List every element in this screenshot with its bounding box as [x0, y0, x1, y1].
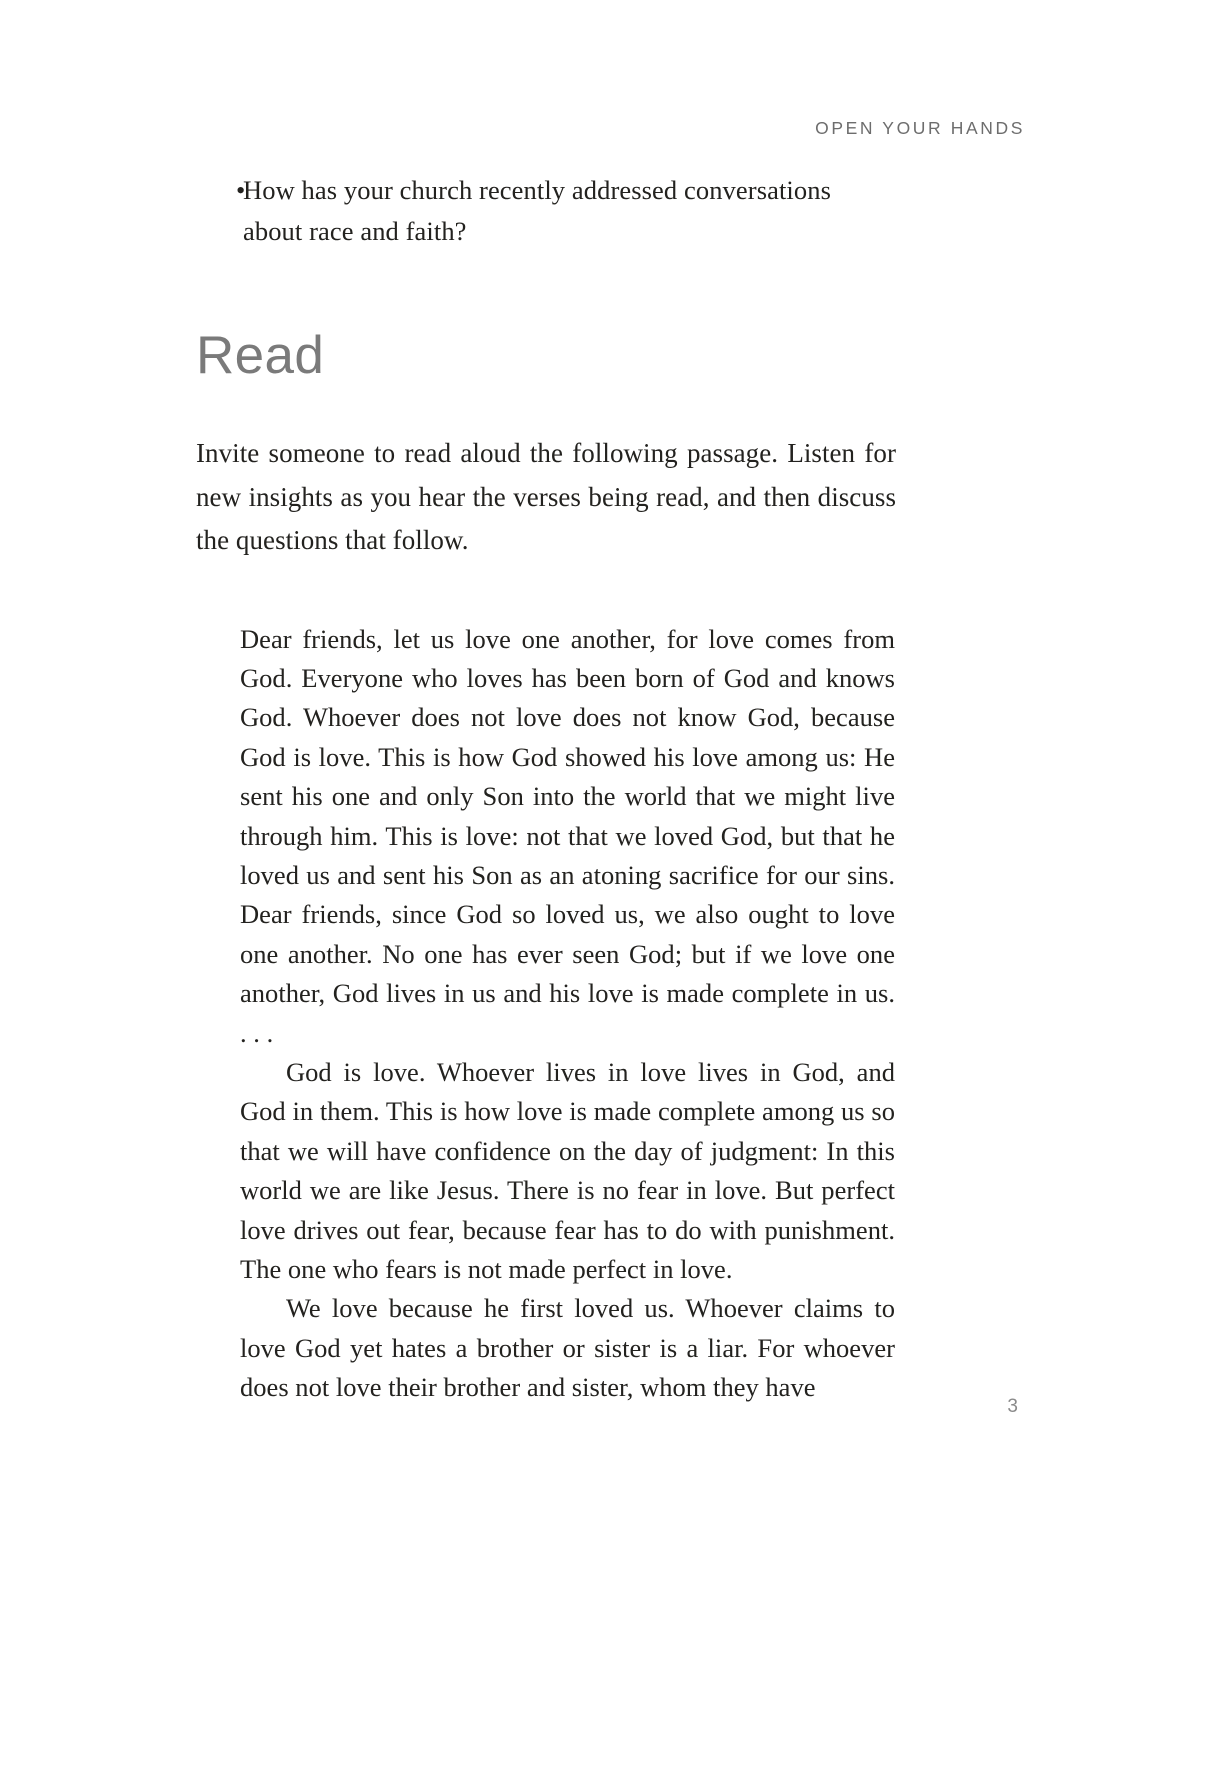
scripture-paragraph-1: Dear friends, let us love one another, for love comes from God. Everyone who loves has been born of God and knows God. Whoever does not love does not know God, because God is love. This is how God showed his love among us: He sent his one and only Son into the world that we might live through him. This is love: not that we loved God, but that he loved us and sent his Son as an atoning sacrifice for our sins. Dear friends, since God so loved us, we also ought to love one another. No one has ever seen God; but if we love one another, God lives in us and his love is made complete in us. . . . [240, 623, 895, 1048]
section-heading-read: Read [196, 326, 325, 385]
read-instructions: Invite someone to read aloud the following passage. Listen for new insights as you hear the verses being read, and then discuss the questions that follow. [196, 438, 896, 555]
question-text: How has your church recently addressed conversations about race and faith? [243, 175, 832, 246]
list-item [196, 170, 896, 252]
bullet-icon: • [236, 175, 246, 205]
scripture-paragraph-2: God is love. Whoever lives in love lives in God, and God in them. This is how love is made complete among us so that we will have confidence on the day of judgment: In this world we are like Jesus. There is no fear in love. But perfect love drives out fear, because fear has to do with punishment. The one who fears is not made perfect in love. [240, 1056, 895, 1284]
scripture-paragraph-3: We love because he first loved us. Whoever claims to love God yet hates a brother or sister is a liar. For whoever does not love their brother and sister, whom they have [240, 1293, 895, 1403]
discussion-question-list [196, 170, 896, 252]
page-number: 3 [1007, 1396, 1018, 1417]
running-head: OPEN YOUR HANDS [815, 118, 1025, 138]
scripture-blockquote [240, 620, 895, 1408]
page-content [196, 170, 896, 1408]
